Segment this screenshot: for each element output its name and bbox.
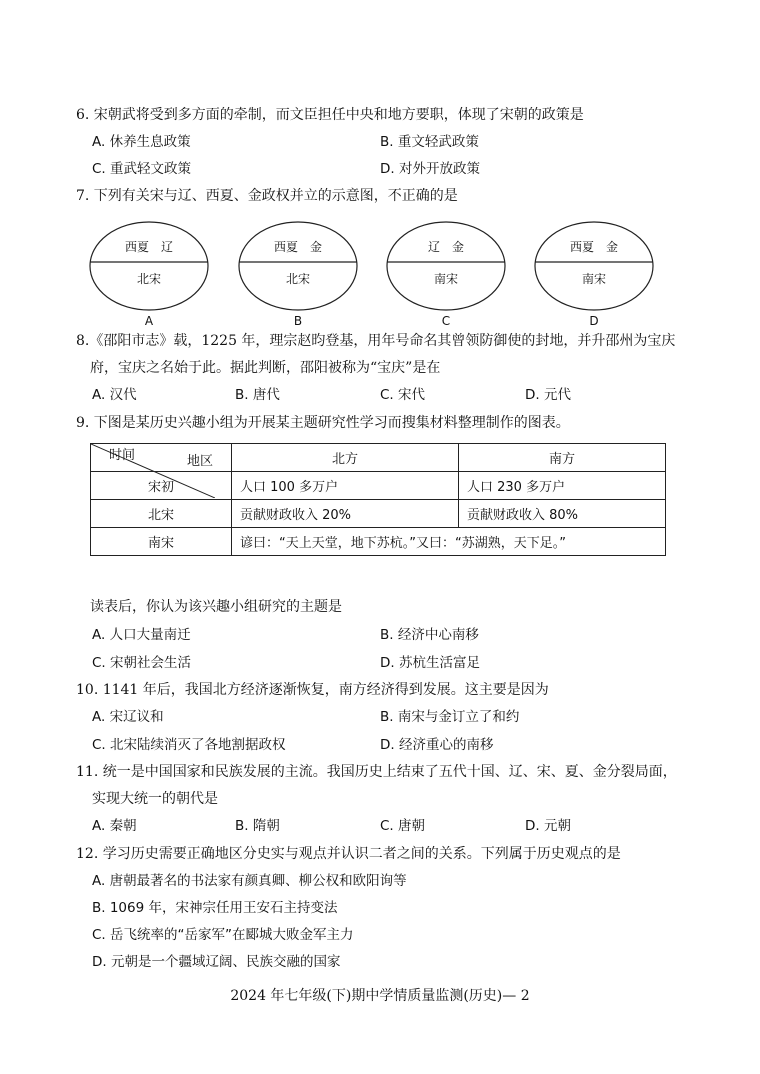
diagram-a-letter: A xyxy=(144,314,154,328)
q6-option-b[interactable]: B. 重文轻武政策 xyxy=(380,134,479,150)
q6-option-a[interactable]: A. 休养生息政策 xyxy=(92,134,191,150)
question-6-stem: 6. 宋朝武将受到多方面的牵制，而文臣担任中央和地方要职，体现了宋朝的政策是 xyxy=(76,107,584,123)
q9-option-b[interactable]: B. 经济中心南移 xyxy=(380,627,479,643)
q6-option-d[interactable]: D. 对外开放政策 xyxy=(380,161,480,177)
q6-option-c[interactable]: C. 重武轻文政策 xyxy=(92,161,192,177)
row-south: 贡献财政收入 80% xyxy=(459,500,666,528)
ellipse-diagram-a xyxy=(88,220,210,312)
q10-option-d[interactable]: D. 经济重心的南移 xyxy=(380,737,494,753)
table-row xyxy=(91,528,666,556)
question-9-after: 读表后，你认为该兴趣小组研究的主题是 xyxy=(90,599,342,615)
q12-option-b[interactable]: B. 1069 年，宋神宗任用王安石主持变法 xyxy=(92,900,338,916)
diagram-a-top: 西夏 辽 xyxy=(124,240,173,254)
question-8-stem-line2: 府，宝庆之名始于此。据此判断，邵阳被称为“宝庆”是在 xyxy=(90,360,441,376)
row-south: 人口 230 多万户 xyxy=(459,472,666,500)
table-header-corner xyxy=(91,444,232,472)
question-10-stem: 10. 1141 年后，我国北方经济逐渐恢复，南方经济得到发展。这主要是因为 xyxy=(76,682,549,698)
q8-option-c[interactable]: C. 宋代 xyxy=(380,387,426,403)
q11-option-c[interactable]: C. 唐朝 xyxy=(380,818,426,834)
diagram-d-bottom: 南宋 xyxy=(581,272,606,286)
q12-option-d[interactable]: D. 元朝是一个疆域辽阔、民族交融的国家 xyxy=(92,954,341,970)
q12-option-a[interactable]: A. 唐朝最著名的书法家有颜真卿、柳公权和欧阳询等 xyxy=(92,873,407,889)
question-8-stem-line1: 8.《邵阳市志》载，1225 年，理宗赵昀登基，用年号命名其曾领防御使的封地，并升邵州为宝庆 xyxy=(76,333,676,349)
question-11-stem-line2: 实现大统一的朝代是 xyxy=(92,791,218,807)
diagram-b[interactable] xyxy=(237,220,359,328)
diagram-c-top: 辽 金 xyxy=(427,240,464,254)
ellipse-diagram-b xyxy=(237,220,359,312)
table-row xyxy=(91,500,666,528)
diagram-a[interactable] xyxy=(88,220,210,328)
q11-option-a[interactable]: A. 秦朝 xyxy=(92,818,137,834)
q9-option-c[interactable]: C. 宋朝社会生活 xyxy=(92,655,192,671)
row-time: 北宋 xyxy=(91,500,232,528)
question-12-stem: 12. 学习历史需要正确地区分史实与观点并认识二者之间的关系。下列属于历史观点的是 xyxy=(76,846,621,862)
diagram-c-bottom: 南宋 xyxy=(433,272,458,286)
row-north: 人口 100 多万户 xyxy=(232,472,459,500)
q11-option-b[interactable]: B. 隋朝 xyxy=(235,818,280,834)
row-time: 南宋 xyxy=(91,528,232,556)
question-9-stem: 9. 下图是某历史兴趣小组为开展某主题研究性学习而搜集材料整理制作的图表。 xyxy=(76,415,570,431)
diagram-d[interactable] xyxy=(533,220,655,328)
q12-option-c[interactable]: C. 岳飞统率的“岳家军”在郾城大败金军主力 xyxy=(92,927,354,943)
q8-option-a[interactable]: A. 汉代 xyxy=(92,387,137,403)
question-7-stem: 7. 下列有关宋与辽、西夏、金政权并立的示意图，不正确的是 xyxy=(76,188,458,204)
question-11-stem-line1: 11. 统一是中国国家和民族发展的主流。我国历史上结束了五代十国、辽、宋、夏、金分裂局面， xyxy=(76,764,677,780)
data-table xyxy=(90,443,666,556)
diagram-d-letter: D xyxy=(589,314,599,328)
row-time: 宋初 xyxy=(91,472,232,500)
table-header-row xyxy=(91,444,666,472)
diagram-b-letter: B xyxy=(293,314,303,328)
diagram-c[interactable] xyxy=(385,220,507,328)
header-north: 北方 xyxy=(232,444,459,472)
row-merged: 谚曰：“天上天堂，地下苏杭。”又曰：“苏湖熟，天下足。” xyxy=(232,528,666,556)
diagram-d-top: 西夏 金 xyxy=(569,240,618,254)
q10-option-b[interactable]: B. 南宋与金订立了和约 xyxy=(380,709,520,725)
row-north: 贡献财政收入 20% xyxy=(232,500,459,528)
diagram-b-top: 西夏 金 xyxy=(273,240,322,254)
diagram-b-bottom: 北宋 xyxy=(285,272,310,286)
header-south: 南方 xyxy=(459,444,666,472)
q8-option-d[interactable]: D. 元代 xyxy=(525,387,571,403)
q10-option-a[interactable]: A. 宋辽议和 xyxy=(92,709,164,725)
q10-option-c[interactable]: C. 北宋陆续消灭了各地割据政权 xyxy=(92,737,286,753)
q9-option-a[interactable]: A. 人口大量南迁 xyxy=(92,627,191,643)
header-area-label: 地区 xyxy=(186,454,213,469)
q11-option-d[interactable]: D. 元朝 xyxy=(525,818,571,834)
header-time-label: 时间 xyxy=(109,448,136,463)
diagram-a-bottom: 北宋 xyxy=(136,272,161,286)
q8-option-b[interactable]: B. 唐代 xyxy=(235,387,280,403)
ellipse-diagram-c xyxy=(385,220,507,312)
q9-option-d[interactable]: D. 苏杭生活富足 xyxy=(380,655,480,671)
page-footer: 2024 年七年级(下)期中学情质量监测(历史)— 2 xyxy=(230,988,530,1004)
diagram-c-letter: C xyxy=(441,314,451,328)
ellipse-diagram-d xyxy=(533,220,655,312)
